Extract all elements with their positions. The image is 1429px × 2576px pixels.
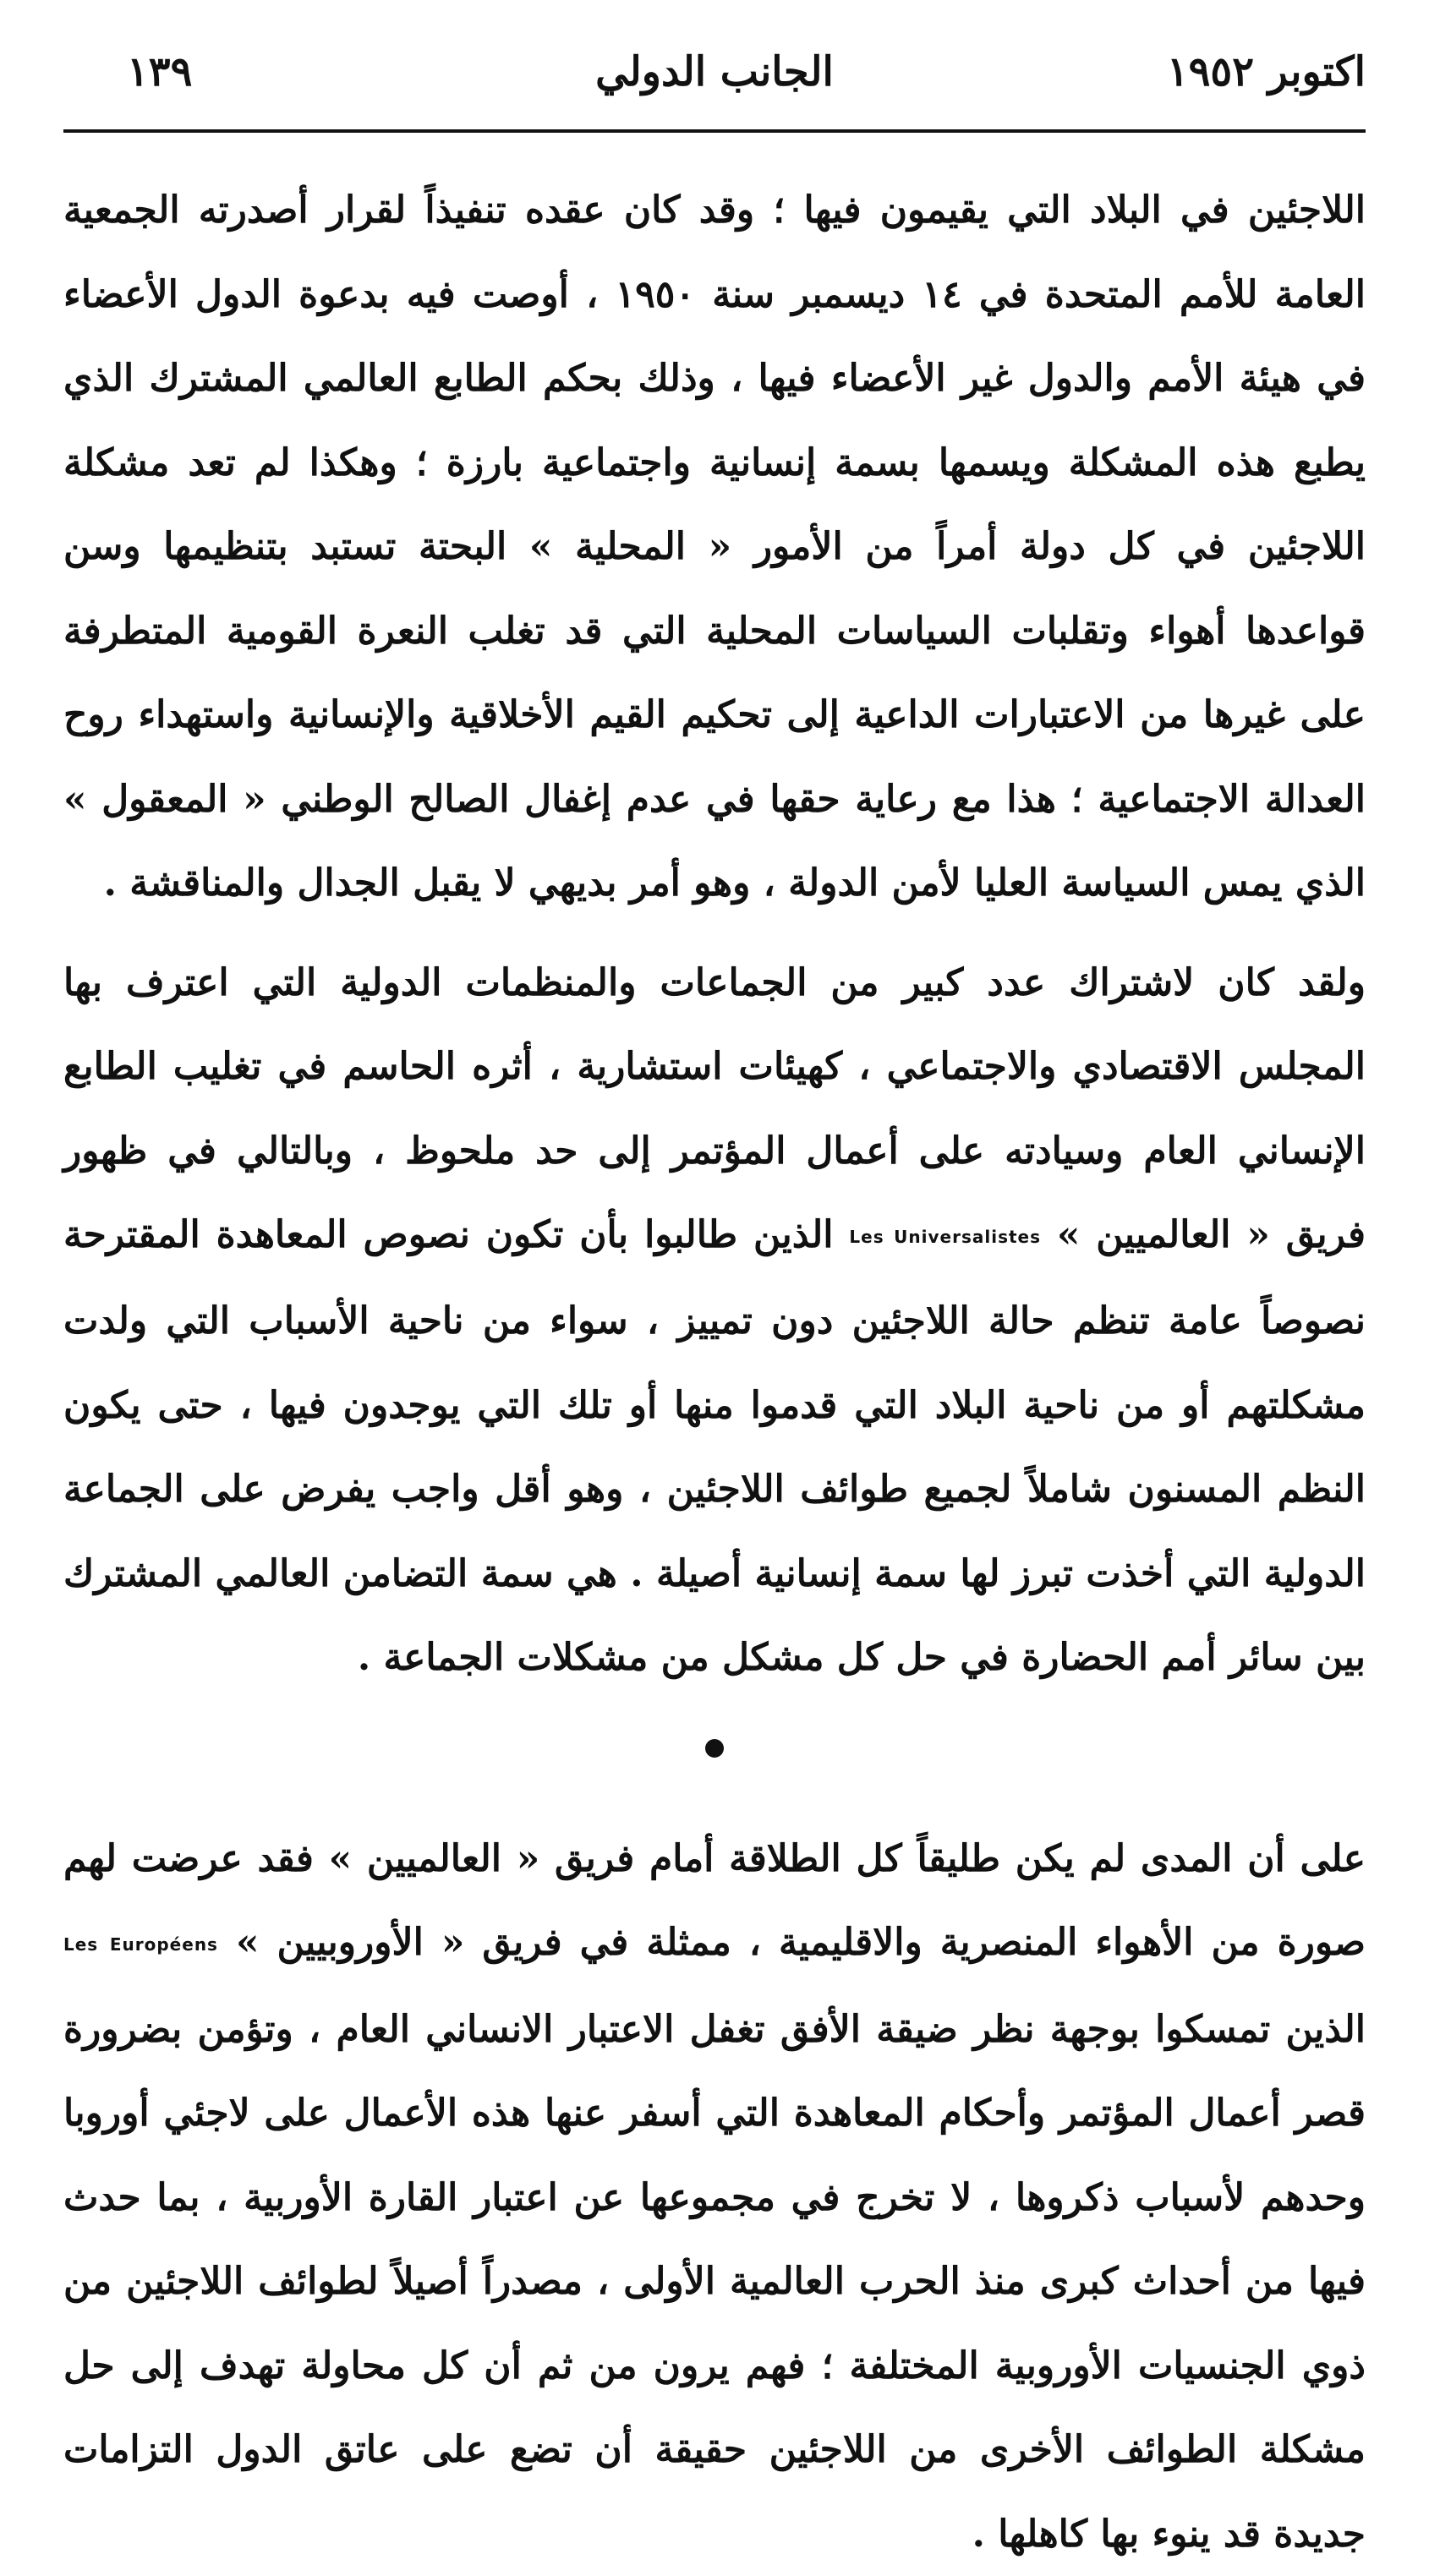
running-header — [63, 46, 1366, 114]
issue-date: اكتوبر ١٩٥٢ — [1166, 48, 1366, 96]
paragraph-3-text-before: على أن المدى لم يكن طليقاً كل الطلاقة أمام فريق « العالميين » فقد عرضت لهم صورة من الأهواء المنصرية والاقليمية ، ممثلة في فريق « الأوروبيين » — [63, 1836, 1366, 1965]
paragraph-2-text-before: ولقد كان لاشتراك عدد كبير من الجماعات والمنظمات الدولية التي اعترف بها المجلس الاقتصادي والاجتماعي ، كهيئات استشارية ، أثره الحاسم في تغليب الطابع الإنساني العام وسيادته على أعمال المؤتمر إلى حد ملحوظ ، وبالتالي في ظهور فريق « العالميين » — [63, 960, 1366, 1256]
section-divider-dot — [705, 1739, 724, 1758]
paragraph-3-text-after: الذين تمسكوا بوجهة نظر ضيقة الأفق تغفل الاعتبار الانساني العام ، وتؤمن بضرورة قصر أعمال المؤتمر وأحكام المعاهدة التي أسفر عنها هذه الأعمال على لاجئي أوروبا وحدهم لأسباب ذكروها ، لا تخرج في مجموعها عن اعتبار القارة الأوربية ، بما حدث فيها من أحداث كبرى منذ الحرب العالمية الأولى ، مصدراً أصيلاً لطوائف اللاجئين من ذوي الجنسيات الأوروبية المختلفة ؛ فهم يرون من ثم أن كل محاولة تهدف إلى حل مشكلة الطوائف الأخرى من اللاجئين حقيقة أن تضع على عاتق الدول التزامات جديدة قد ينوء بها كاهلها . — [63, 2007, 1366, 2556]
page-number: ١٣٩ — [127, 48, 193, 96]
paragraph-2-text-after: الذين طالبوا بأن تكون نصوص المعاهدة المقترحة نصوصاً عامة تنظم حالة اللاجئين دون تمييز ، سواء من ناحية الأسباب التي ولدت مشكلتهم أو من ناحية البلاد التي قدموا منها أو تلك التي يوجدون فيها ، حتى يكون النظم المسنون شاملاً لجميع طوائف اللاجئين ، وهو أقل واجب يفرض على الجماعة الدولية التي أخذت تبرز لها سمة إنسانية أصيلة . هي سمة التضامن العالمي المشترك بين سائر أمم الحضارة في حل كل مشكل من مشكلات الجماعة . — [63, 1213, 1366, 1680]
paragraph-1: اللاجئين في البلاد التي يقيمون فيها ؛ وقد كان عقده تنفيذاً لقرار أصدرته الجمعية العامة للأمم المتحدة في ١٤ ديسمبر سنة ١٩٥٠ ، أوصت فيه بدعوة الدول الأعضاء في هيئة الأمم والدول غير الأعضاء فيها ، وذلك بحكم الطابع العالمي المشترك الذي يطبع هذه المشكلة ويسمها بسمة إنسانية واجتماعية بارزة ؛ وهكذا لم تعد مشكلة اللاجئين في كل دولة أمراً من الأمور « المحلية » البحتة تستبد بتنظيمها وسن قواعدها أهواء وتقلبات السياسات المحلية التي قد تغلب النعرة القومية المتطرفة على غيرها من الاعتبارات الداعية إلى تحكيم القيم الأخلاقية والإنسانية واستهداء روح العدالة الاجتماعية ؛ هذا مع رعاية حقها في عدم إغفال الصالح الوطني « المعقول » الذي يمس السياسة العليا لأمن الدولة ، وهو أمر بديهي لا يقبل الجدال والمناقشة . — [63, 189, 1366, 905]
header-rule — [63, 129, 1366, 133]
section-title: الجانب الدولي — [595, 48, 834, 96]
paragraph-2 — [63, 941, 1366, 1700]
paragraph-3 — [63, 1817, 1366, 2576]
latin-term-universalistes: Les Universalistes — [849, 1226, 1041, 1247]
latin-term-europeens: Les Européens — [63, 1934, 218, 1955]
